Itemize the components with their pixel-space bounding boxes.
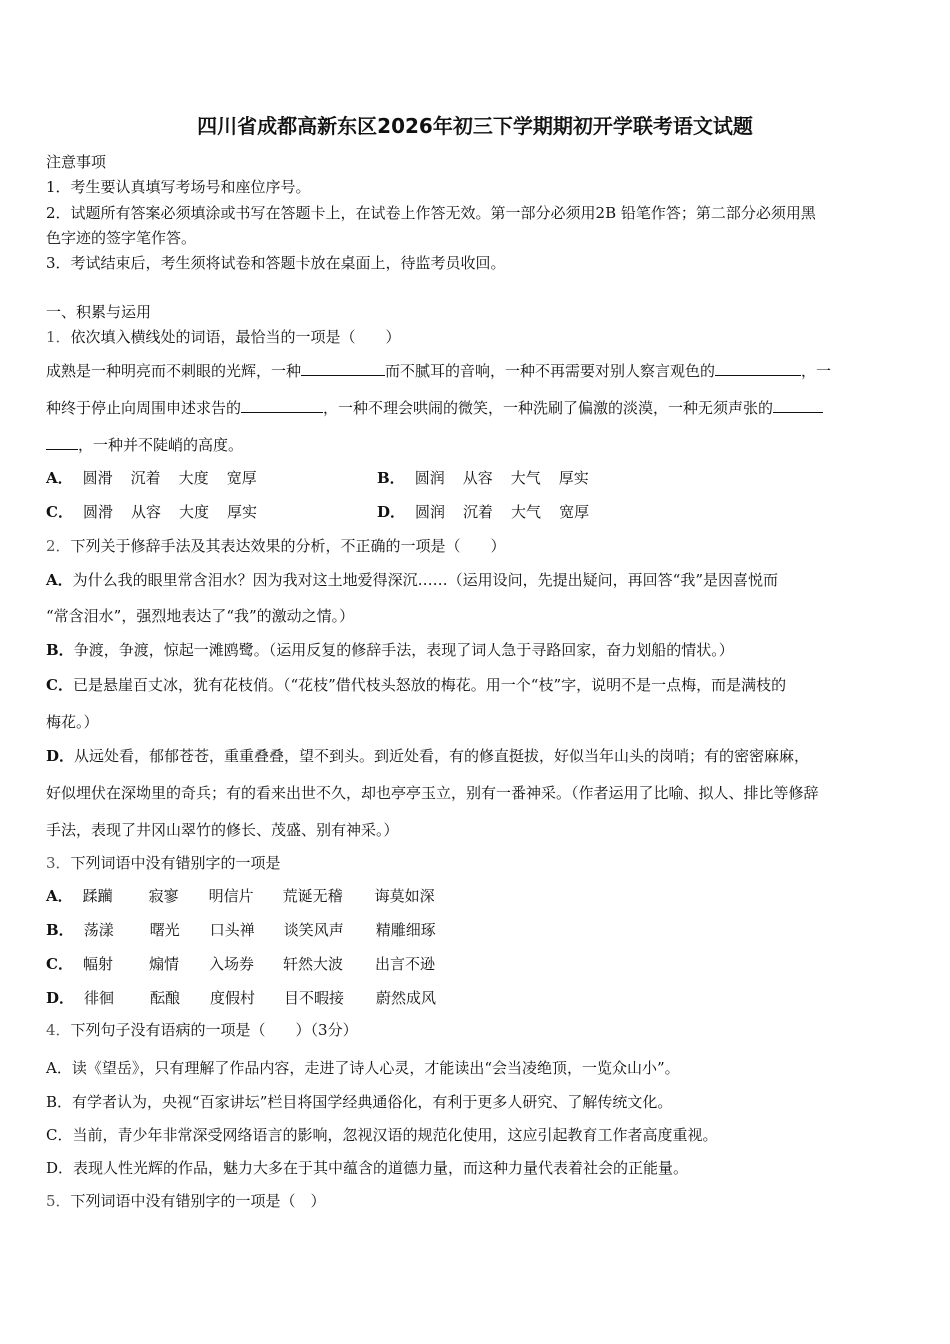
option-c: C．当前，青少年非常深受网络语言的影响，忽视汉语的规范化使用，这应引起教育工作者高度重视。 bbox=[46, 1126, 718, 1144]
option-a: A．读《望岳》，只有理解了作品内容，走进了诗人心灵，才能读出“会当凌绝顶，一览众山小”。 bbox=[46, 1059, 680, 1077]
passage-text: 成熟是一种明亮而不刺眼的光辉，一种 bbox=[46, 362, 302, 380]
section-heading: 一、积累与运用 bbox=[46, 303, 152, 321]
question-5-stem bbox=[46, 1191, 326, 1211]
question-text: 下列词语中没有错别字的一项是（ ） bbox=[70, 1192, 326, 1210]
option-c: C． 圆滑 从容 大度 厚实 bbox=[46, 503, 258, 521]
question-text: 下列词语中没有错别字的一项是 bbox=[70, 854, 281, 872]
question-number: 3． bbox=[46, 854, 71, 872]
option-b: B． 圆润 从容 大气 厚实 bbox=[377, 469, 589, 487]
notice-item: 1．考生要认真填写考场号和座位序号。 bbox=[46, 178, 311, 196]
option-a: A． 圆滑 沉着 大度 宽厚 bbox=[46, 469, 257, 487]
question-text: 下列关于修辞手法及其表达效果的分析，不正确的一项是（ ） bbox=[70, 537, 506, 555]
passage-text: ，一 bbox=[801, 362, 832, 380]
option-d: D． 徘徊 酝酿 度假村 目不暇接 蔚然成风 bbox=[46, 989, 437, 1007]
notice-heading: 注意事项 bbox=[46, 153, 107, 171]
passage-text: 而不腻耳的音响，一种不再需要对别人察言观色的 bbox=[385, 362, 716, 380]
option-a: A．为什么我的眼里常含泪水？因为我对这土地爱得深沉……（运用设问，先提出疑问，再回答“我”是因喜悦而 bbox=[46, 571, 778, 589]
option-b: B．争渡，争渡，惊起一滩鸥鹭。（运用反复的修辞手法，表现了词人急于寻路回家，奋力划船的情状。） bbox=[46, 641, 734, 659]
option-a-continued: “常含泪水”，强烈地表达了“我”的激动之情。） bbox=[46, 607, 355, 625]
option-b: B． 荡漾 曙光 口头禅 谈笑风声 精雕细琢 bbox=[46, 921, 436, 939]
question-number: 5． bbox=[46, 1192, 71, 1210]
question-1-stem bbox=[46, 327, 401, 347]
fill-blank bbox=[301, 361, 385, 376]
question-1-passage-line bbox=[46, 398, 823, 418]
option-b: B．有学者认为，央视“百家讲坛”栏目将国学经典通俗化，有利于更多人研究、了解传统文化。 bbox=[46, 1093, 673, 1111]
fill-blank bbox=[715, 361, 801, 376]
question-number: 4． bbox=[46, 1021, 71, 1039]
question-text: 下列句子没有语病的一项是（ ）（3分） bbox=[70, 1021, 358, 1039]
option-d: D．从远处看，郁郁苍苍，重重叠叠，望不到头。到近处看，有的修直挺拔，好似当年山头的岗哨；有的密密麻麻， bbox=[46, 747, 810, 765]
option-c: C．已是悬崖百丈冰，犹有花枝俏。（“花枝”借代枝头怒放的梅花。用一个“枝”字，说明不是一点梅，而是满枝的 bbox=[46, 676, 787, 694]
question-text: 依次填入横线处的词语，最恰当的一项是（ ） bbox=[70, 328, 401, 346]
option-a: A． 蹂躏 寂寥 明信片 荒诞无稽 诲莫如深 bbox=[46, 887, 435, 905]
fill-blank bbox=[241, 398, 323, 413]
question-4-stem bbox=[46, 1020, 358, 1040]
passage-text: 种终于停止向周围申述求告的 bbox=[46, 399, 242, 417]
question-number: 2． bbox=[46, 537, 71, 555]
option-d-continued: 手法，表现了井冈山翠竹的修长、茂盛、别有神采。） bbox=[46, 821, 399, 839]
question-1-passage-line bbox=[46, 361, 831, 381]
question-3-stem bbox=[46, 853, 281, 873]
question-1-passage-line bbox=[46, 435, 243, 455]
option-c-continued: 梅花。） bbox=[46, 713, 99, 731]
option-d-continued: 好似埋伏在深坳里的奇兵；有的看来出世不久，却也亭亭玉立，别有一番神采。（作者运用了比喻、拟人、排比等修辞 bbox=[46, 784, 819, 802]
option-d: D．表现人性光辉的作品，魅力大多在于其中蕴含的道德力量，而这种力量代表着社会的正能量。 bbox=[46, 1159, 689, 1177]
question-2-stem bbox=[46, 536, 506, 556]
fill-blank bbox=[46, 435, 78, 450]
passage-text: ，一种并不陡峭的高度。 bbox=[78, 436, 244, 454]
notice-item: 2．试题所有答案必须填涂或书写在答题卡上，在试卷上作答无效。第一部分必须用2B 铅笔作答；第二部分必须用黑 bbox=[46, 204, 816, 222]
question-number: 1． bbox=[46, 328, 71, 346]
notice-item: 3．考试结束后，考生须将试卷和答题卡放在桌面上，待监考员收回。 bbox=[46, 254, 506, 272]
notice-item: 色字迹的签字笔作答。 bbox=[46, 229, 197, 247]
passage-text: ，一种不理会哄闹的微笑，一种洗刷了偏激的淡漠，一种无须声张的 bbox=[323, 399, 774, 417]
option-d: D． 圆润 沉着 大气 宽厚 bbox=[377, 503, 590, 521]
fill-blank bbox=[773, 398, 823, 413]
option-c: C． 幅射 煽情 入场券 轩然大波 出言不逊 bbox=[46, 955, 435, 973]
page-title: 四川省成都高新东区2026年初三下学期期初开学联考语文试题 bbox=[197, 114, 753, 138]
